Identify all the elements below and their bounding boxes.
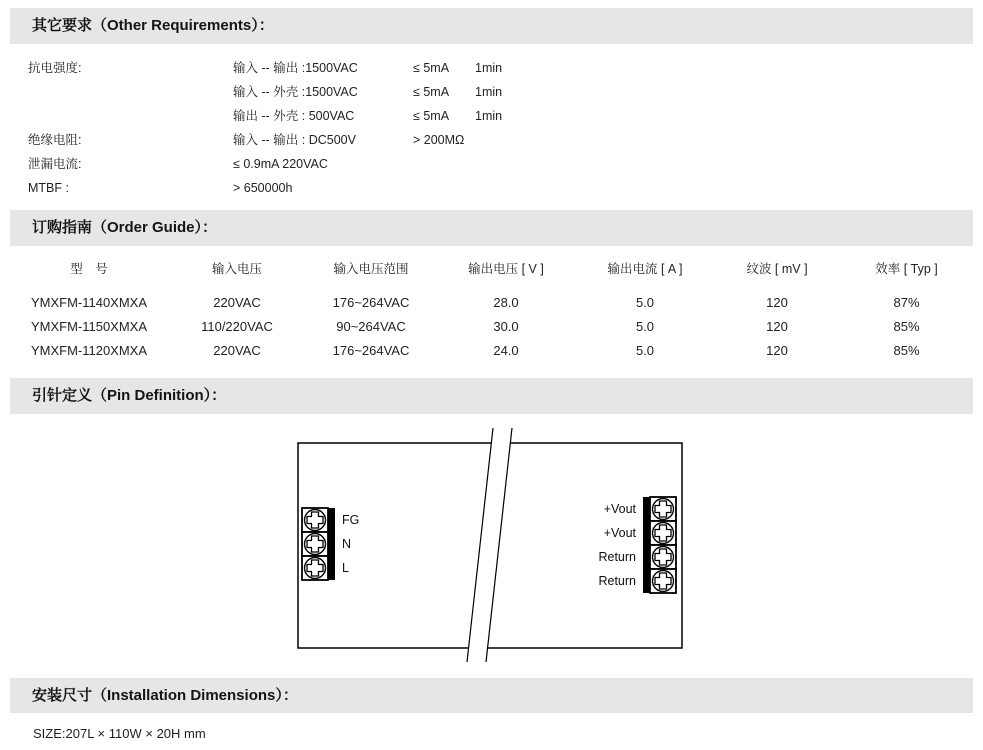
section-header-order-guide <box>10 210 973 246</box>
table-cell: 90~264VAC <box>336 319 406 334</box>
spec-value: 输入 -- 输出 :1500VAC <box>233 61 358 75</box>
output-terminal-block <box>598 497 676 593</box>
pin-label: Return <box>598 550 636 564</box>
spec-value: ≤ 0.9mA 220VAC <box>233 157 328 171</box>
model-cell: YMXFM-1150XMXA <box>30 319 148 334</box>
spec-value: 输出 -- 外壳 : 500VAC <box>233 109 355 123</box>
table-cell: 5.0 <box>635 295 655 310</box>
table-cell: 220VAC <box>213 343 261 358</box>
table-cell: 5.0 <box>635 343 655 358</box>
table-cell: 110/220VAC <box>201 319 273 334</box>
order-guide-header-row <box>10 256 973 282</box>
table-row <box>10 339 973 363</box>
spec-value: > 200MΩ <box>413 133 465 147</box>
table-cell: 220VAC <box>213 295 261 310</box>
order-guide-table <box>10 256 973 363</box>
spec-row <box>0 104 983 128</box>
table-cell: 176~264VAC <box>332 295 410 310</box>
spec-value <box>475 152 983 176</box>
terminal-bar <box>328 508 335 580</box>
screw-icon <box>305 534 326 555</box>
spec-label: 绝缘电阻: <box>28 133 82 147</box>
spec-value: 输入 -- 输出 : DC500V <box>233 133 356 147</box>
spec-row <box>0 176 983 200</box>
table-cell: 30.0 <box>493 319 519 334</box>
column-header: 型 号 <box>70 262 108 276</box>
spec-value: ≤ 5mA <box>413 61 450 75</box>
input-terminal-block <box>302 508 359 580</box>
spec-row <box>0 56 983 80</box>
spec-value <box>413 152 475 176</box>
pin-label: Return <box>598 574 636 588</box>
column-header: 输入电压范围 <box>333 262 409 276</box>
spec-value: ≤ 5mA <box>413 109 450 123</box>
screw-icon <box>653 571 674 592</box>
table-cell: 120 <box>766 343 788 358</box>
screw-icon <box>653 523 674 544</box>
spec-value: > 650000h <box>233 181 293 195</box>
spec-row <box>0 128 983 152</box>
table-cell: 120 <box>766 319 788 334</box>
section-title: 引针定义（Pin Definition）： <box>32 387 227 404</box>
spec-label <box>28 80 233 104</box>
screw-icon <box>653 547 674 568</box>
size-spec: SIZE:207L × 110W × 20H mm <box>33 726 206 741</box>
pin-label: +Vout <box>603 502 636 516</box>
terminal-bar <box>643 497 650 593</box>
table-cell: 85% <box>893 343 920 358</box>
spec-row <box>0 80 983 104</box>
pin-label: L <box>342 561 349 575</box>
spec-label: MTBF : <box>28 181 69 195</box>
table-cell: 120 <box>766 295 788 310</box>
table-cell: 24.0 <box>493 343 519 358</box>
column-header: 效率 [ Typ ] <box>875 262 938 276</box>
pin-label: N <box>342 537 352 551</box>
spec-value: 1min <box>475 85 503 99</box>
model-cell: YMXFM-1140XMXA <box>30 295 148 310</box>
column-header: 纹波 [ mV ] <box>746 262 808 276</box>
order-guide-rows <box>10 291 973 363</box>
spec-value <box>475 176 983 200</box>
column-header: 输出电流 [ A ] <box>607 262 683 276</box>
screw-icon <box>305 558 326 579</box>
section-title: 其它要求（Other Requirements）： <box>32 17 274 34</box>
model-cell: YMXFM-1120XMXA <box>30 343 148 358</box>
column-header: 输出电压 [ V ] <box>468 262 544 276</box>
table-cell: 87% <box>893 295 920 310</box>
section-header-pin-definition <box>10 378 973 414</box>
section-title: 安装尺寸（Installation Dimensions）： <box>32 687 298 704</box>
section-header-installation <box>10 678 973 713</box>
spec-value <box>413 176 475 200</box>
spec-value: ≤ 5mA <box>413 85 450 99</box>
pin-label: FG <box>342 513 360 527</box>
pin-label: +Vout <box>603 526 636 540</box>
spec-label: 抗电强度: <box>28 61 82 75</box>
spec-row <box>0 152 983 176</box>
spec-value: 1min <box>475 109 503 123</box>
table-row <box>10 315 973 339</box>
table-cell: 5.0 <box>635 319 655 334</box>
spec-value <box>475 128 983 152</box>
column-header: 输入电压 <box>211 262 262 276</box>
spec-value: 1min <box>475 61 503 75</box>
spec-value: 输入 -- 外壳 :1500VAC <box>233 85 358 99</box>
other-requirements-rows <box>0 56 983 200</box>
table-cell: 176~264VAC <box>332 343 410 358</box>
table-row <box>10 291 973 315</box>
section-header-other-requirements <box>10 8 973 44</box>
spec-label: 泄漏电流: <box>28 157 82 171</box>
table-cell: 28.0 <box>493 295 519 310</box>
table-cell: 85% <box>893 319 920 334</box>
screw-icon <box>305 510 326 531</box>
section-title: 订购指南（Order Guide）： <box>32 219 218 236</box>
pin-diagram <box>280 420 700 670</box>
spec-label <box>28 104 233 128</box>
screw-icon <box>653 499 674 520</box>
